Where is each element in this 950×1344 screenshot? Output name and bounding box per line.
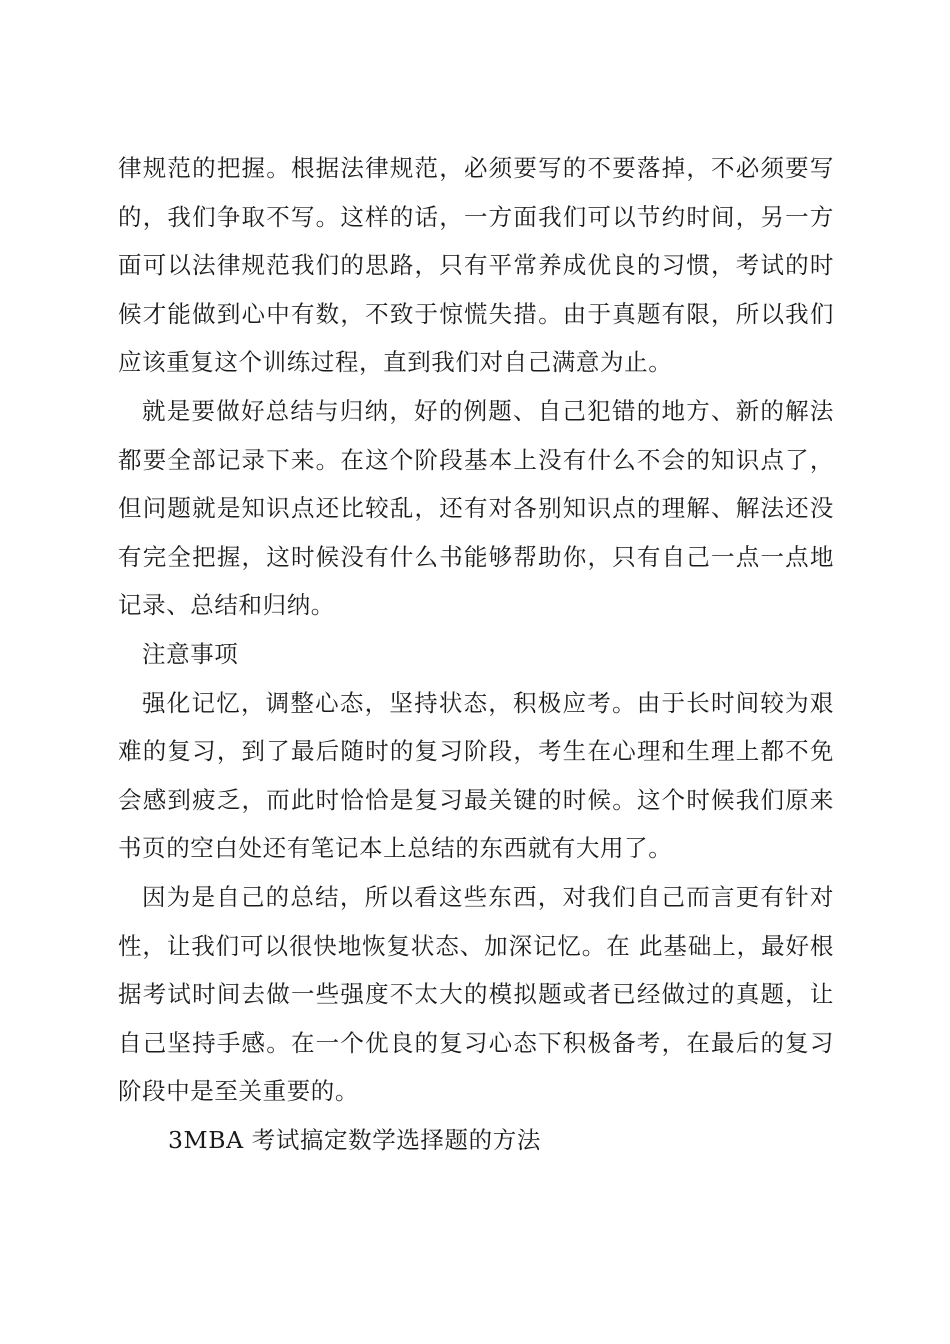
next-section-title: 3MBA 考试搞定数学选择题的方法 [168,1125,541,1154]
paragraph-memory: 强化记忆，调整心态，坚持状态，积极应考。由于长时间较为艰难的复习，到了最后随时的复习阶段，考生在心理和生理上都不免会感到疲乏，而此时恰恰是复习最关键的时候。这个时候我们原来书页的空白处还有笔记本上总结的东西就有大用了。 [118,688,834,863]
paragraph-summary: 就是要做好总结与归纳，好的例题、自己犯错的地方、新的解法都要全部记录下来。在这个阶段基本上没有什么不会的知识点了，但问题就是知识点还比较乱，还有对各别知识点的理解、解法还没有完全把握，这时候没有什么书能够帮助你，只有自己一点一点地记录、总结和归纳。 [118,396,834,620]
paragraph-continuation: 律规范的把握。根据法律规范，必须要写的不要落掉，不必须要写的，我们争取不写。这样的话，一方面我们可以节约时间，另一方面可以法律规范我们的思路，只有平常养成优良的习惯，考试的时候才能做到心中有数，不致于惊慌失措。由于真题有限，所以我们应该重复这个训练过程，直到我们对自己满意为止。 [118,154,834,377]
document-body [118,144,834,1164]
section-heading: 注意事项 [142,639,239,668]
paragraph-review: 因为是自己的总结，所以看这些东西，对我们自己而言更有针对性，让我们可以很快地恢复状态、加深记忆。在 此基础上，最好根据考试时间去做一些强度不太大的模拟题或者已经做过的真题，让自己坚持手感。在一个优良的复习心态下积极备考，在最后的复习阶段中是至关重要的。 [118,882,834,1106]
